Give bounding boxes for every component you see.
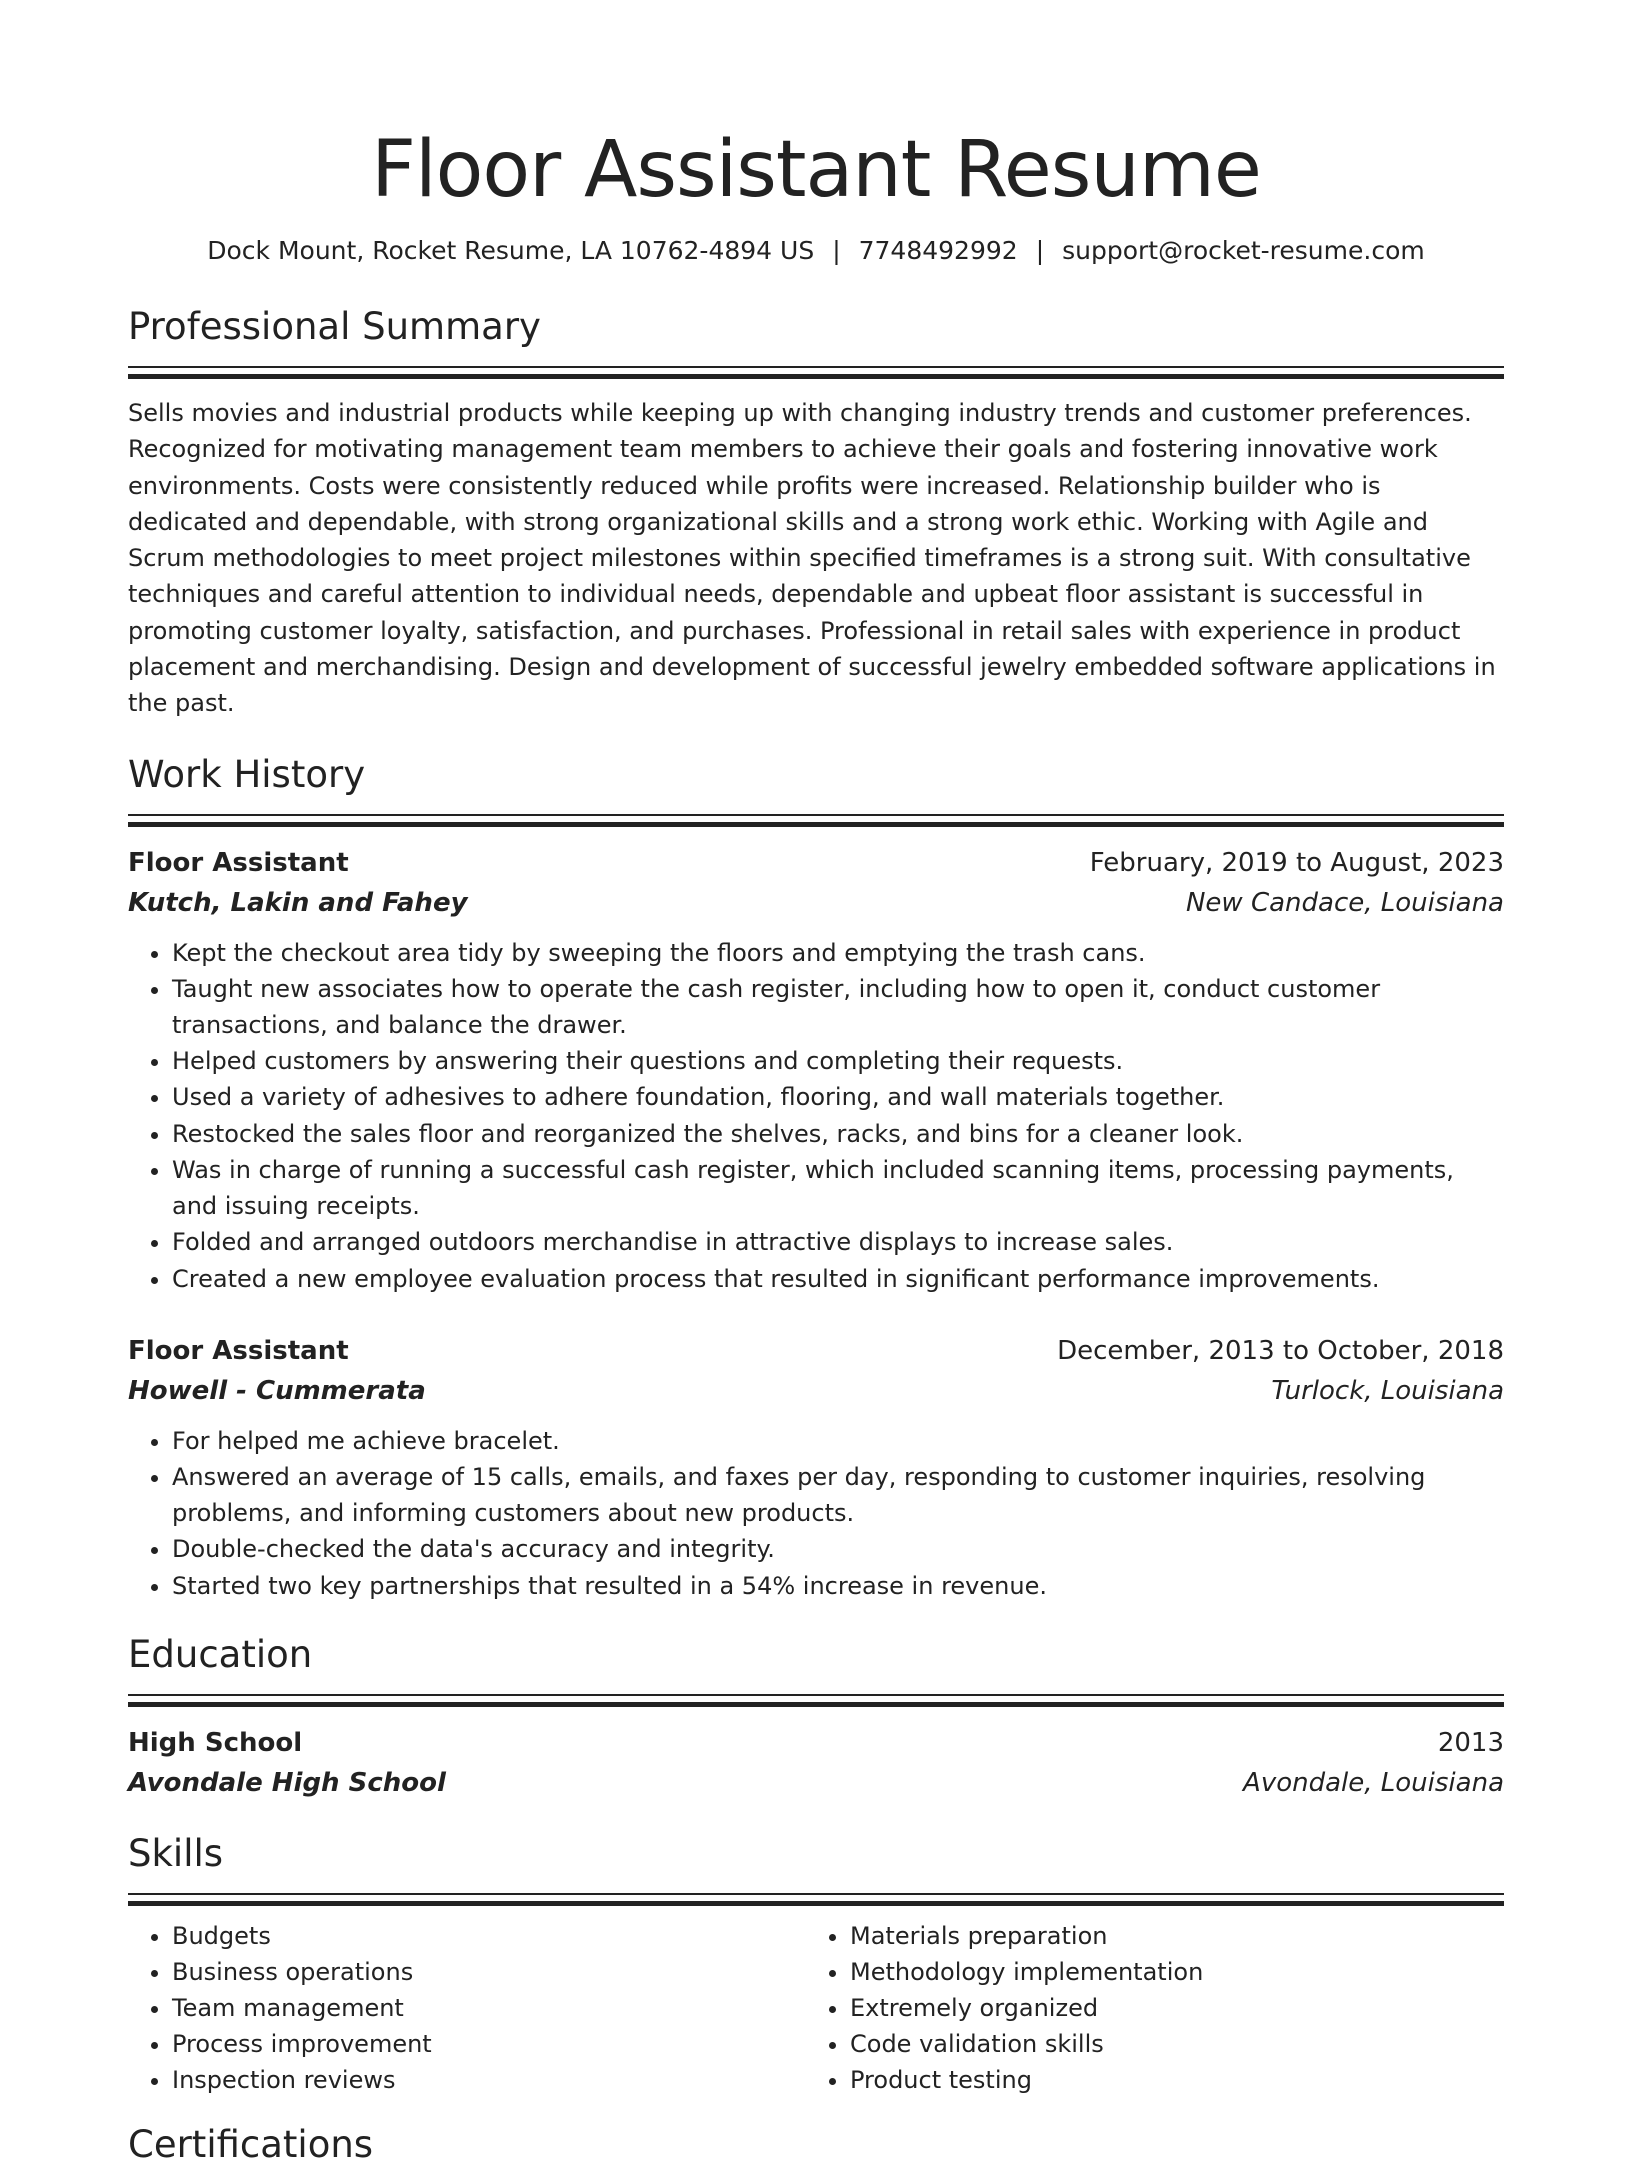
summary-text: Sells movies and industrial products while keeping up with changing industry trends and customer preferences. Recognized for motivating management team members to achieve their goals and fostering innovative work environments. Costs were consistently reduced while profits were increased. Relationship builder who is dedicated and dependable, with strong organizational skills and a strong work ethic. Working with Agile and Scrum methodologies to meet project milestones within specified timeframes is a strong suit. With consultative techniques and careful attention to individual needs, dependable and upbeat floor assistant is successful in promoting customer loyalty, satisfaction, and purchases. Professional in retail sales with experience in product placement and merchandising. Design and development of successful jewelry embedded software applications in the past. [128, 399, 1496, 718]
job-duty: • Restocked the sales floor and reorganized the shelves, racks, and bins for a cleaner look. [172, 1116, 1504, 1152]
skills-list-right [806, 1918, 1484, 2098]
job-company: Kutch, Lakin and Fahey [128, 887, 468, 918]
job-dates: February, 2019 to August, 2023 [1089, 847, 1504, 878]
job-entry [128, 1331, 1504, 1604]
skill-item: • Team management [172, 1990, 806, 2026]
education-location: Avondale, Louisiana [1243, 1767, 1504, 1798]
skill-item: • Code validation skills [850, 2026, 1484, 2062]
job-duty: • Used a variety of adhesives to adhere foundation, flooring, and wall materials together. [172, 1079, 1504, 1115]
section-divider-thick [128, 822, 1504, 827]
section-title-certifications: Certifications [128, 2122, 374, 2166]
job-company-row [128, 883, 1504, 923]
job-company-row [128, 1371, 1504, 1411]
skill-item: • Methodology implementation [850, 1954, 1484, 1990]
job-duty: • Kept the checkout area tidy by sweeping the floors and emptying the trash cans. [172, 935, 1504, 971]
job-header-row [128, 1331, 1504, 1371]
education-degree: High School [128, 1727, 303, 1758]
skill-item: • Process improvement [172, 2026, 806, 2062]
job-role: Floor Assistant [128, 847, 349, 878]
job-duty: • Taught new associates how to operate the cash register, including how to open it, conduct customer transactions, and balance the drawer. [172, 971, 1504, 1043]
certifications-section [128, 2120, 1504, 2170]
section-divider [128, 1694, 1504, 1696]
job-duties-list [128, 935, 1504, 1297]
education-school-row [128, 1763, 1504, 1803]
skills-list-left [128, 1918, 806, 2098]
education-school: Avondale High School [128, 1767, 446, 1798]
section-divider-thick [128, 1702, 1504, 1707]
skills-section [128, 1829, 1504, 2098]
job-location: Turlock, Louisiana [1271, 1375, 1504, 1406]
skill-item: • Inspection reviews [172, 2062, 806, 2098]
job-duty: • Started two key partnerships that resulted in a 54% increase in revenue. [172, 1568, 1504, 1604]
resume-page [128, 0, 1504, 2170]
contact-separator: | [1035, 236, 1045, 265]
job-company: Howell - Cummerata [128, 1375, 426, 1406]
section-divider-thick [128, 1901, 1504, 1906]
job-duty: • Folded and arranged outdoors merchandise in attractive displays to increase sales. [172, 1224, 1504, 1260]
contact-phone: 7748492992 [858, 236, 1018, 265]
job-dates: December, 2013 to October, 2018 [1057, 1335, 1504, 1366]
education-entry [128, 1723, 1504, 1803]
skill-item: • Budgets [172, 1918, 806, 1954]
section-title-summary: Professional Summary [128, 305, 541, 348]
job-role: Floor Assistant [128, 1335, 349, 1366]
section-divider [128, 366, 1504, 368]
skill-item: • Materials preparation [850, 1918, 1484, 1954]
section-title-education: Education [128, 1632, 313, 1676]
skills-columns [128, 1918, 1504, 2098]
job-duty: • Created a new employee evaluation process that resulted in significant performance improvements. [172, 1261, 1504, 1297]
contact-address: Dock Mount, Rocket Resume, LA 10762-4894 US [207, 236, 815, 265]
resume-title: Floor Assistant Resume [371, 125, 1261, 215]
section-title-skills: Skills [128, 1831, 224, 1875]
job-location: New Candace, Louisiana [1185, 887, 1504, 918]
skill-item: • Business operations [172, 1954, 806, 1990]
job-duty: • Double-checked the data's accuracy and integrity. [172, 1531, 1504, 1567]
job-duty: • For helped me achieve bracelet. [172, 1423, 1504, 1459]
job-duty: • Was in charge of running a successful cash register, which included scanning items, processing payments, and issuing receipts. [172, 1152, 1504, 1224]
contact-line [128, 234, 1504, 268]
contact-separator: | [832, 236, 841, 265]
section-title-work-history: Work History [128, 752, 366, 796]
section-divider [128, 814, 1504, 816]
job-duty: • Answered an average of 15 calls, emails, and faxes per day, responding to customer inquiries, resolving problems, and informing customers about new products. [172, 1459, 1504, 1531]
education-header-row [128, 1723, 1504, 1763]
education-section [128, 1630, 1504, 1803]
skill-item: • Extremely organized [850, 1990, 1484, 2026]
skill-item: • Product testing [850, 2062, 1484, 2098]
job-header-row [128, 843, 1504, 883]
job-entry [128, 843, 1504, 1297]
education-year: 2013 [1437, 1727, 1504, 1758]
job-duty: • Helped customers by answering their questions and completing their requests. [172, 1043, 1504, 1079]
section-divider-thick [128, 374, 1504, 379]
contact-email: support@rocket-resume.com [1062, 236, 1425, 265]
work-history-section [128, 750, 1504, 1604]
job-duties-list [128, 1423, 1504, 1604]
summary-section [128, 302, 1504, 722]
section-divider [128, 1893, 1504, 1895]
